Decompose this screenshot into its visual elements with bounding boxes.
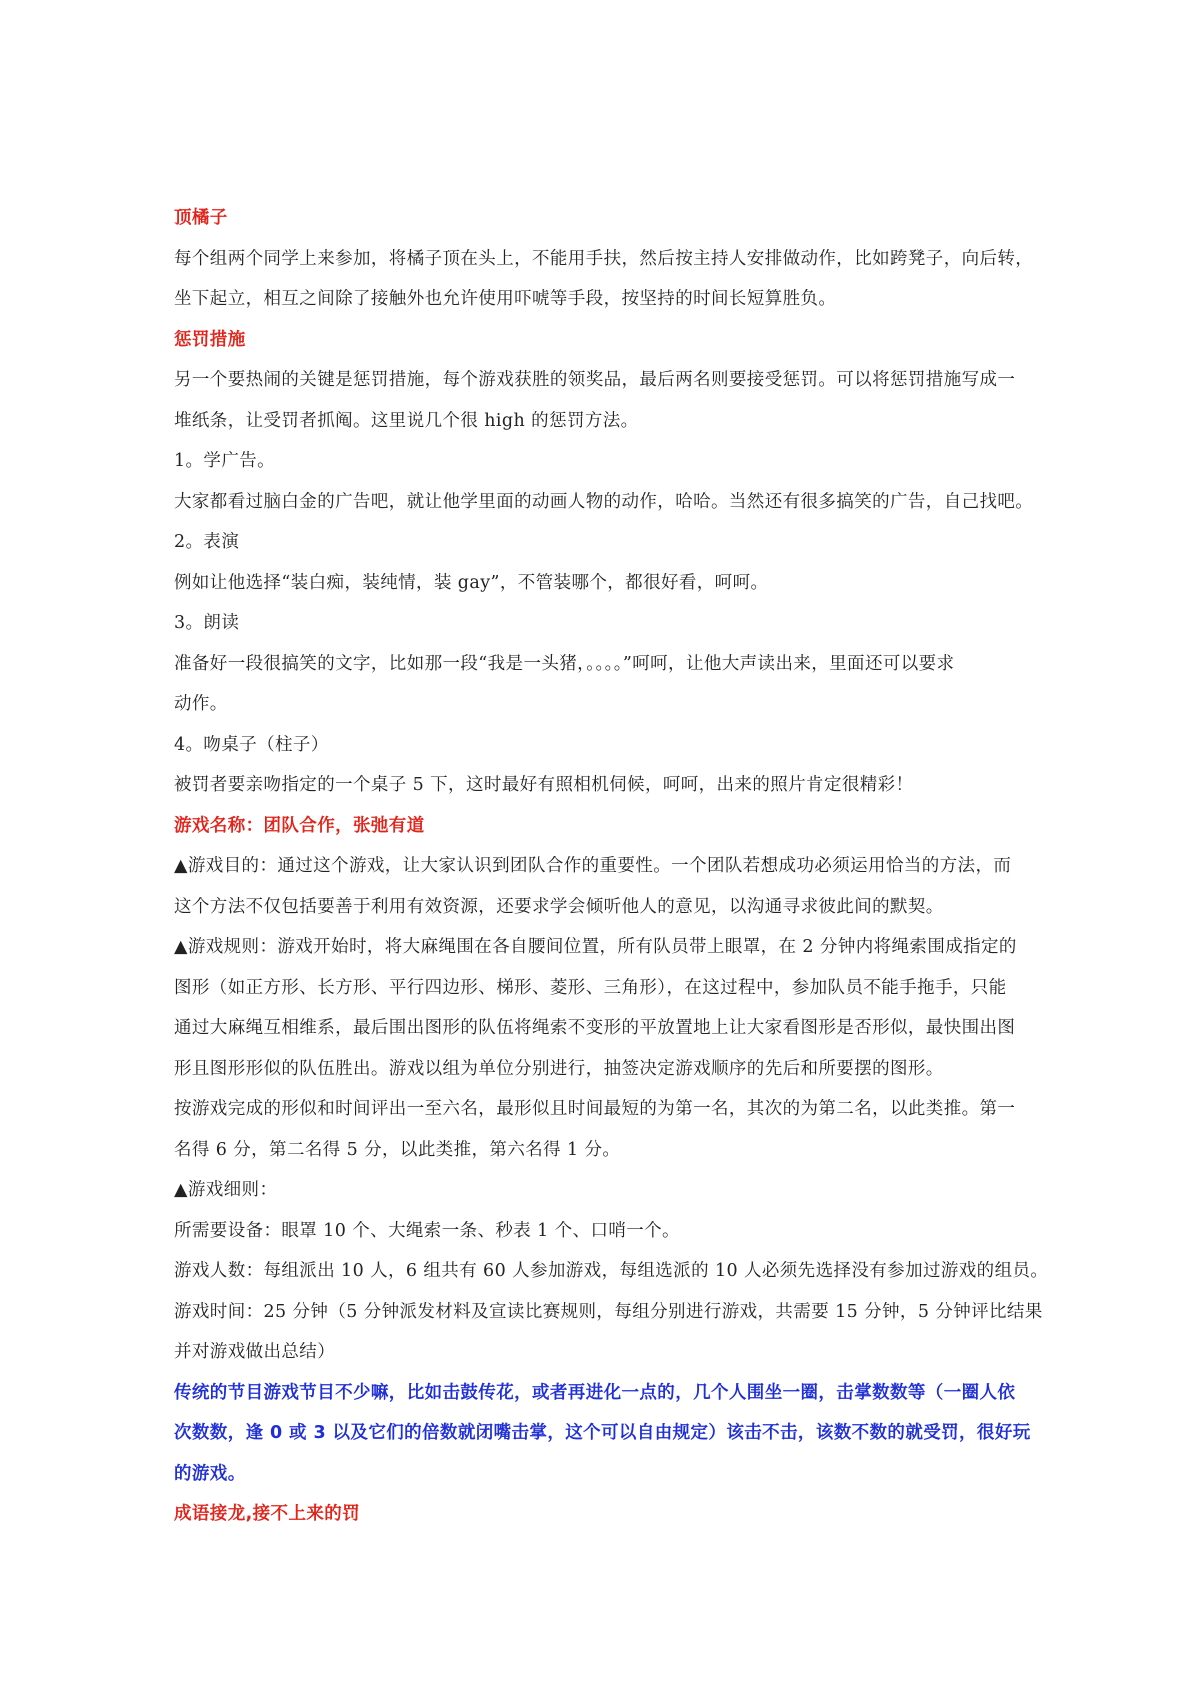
paragraph-line: 堆纸条，让受罚者抓阄。这里说几个很 high 的惩罚方法。 <box>174 410 639 431</box>
paragraph-line: 例如让他选择“装白痴，装纯情，装 gay”，不管装哪个，都很好看，呵呵。 <box>174 572 769 593</box>
paragraph-line: 按游戏完成的形似和时间评出一至六名，最形似且时间最短的为第一名，其次的为第二名，以此类推。第一 <box>174 1099 1016 1119</box>
paragraph-line: 并对游戏做出总结） <box>174 1342 336 1362</box>
paragraph-line: 通过大麻绳互相维系，最后围出图形的队伍将绳索不变形的平放置地上让大家看图形是否形似，最快围出图 <box>174 1018 1016 1038</box>
paragraph-line: 游戏人数：每组派出 10 人，6 组共有 60 人参加游戏，每组选派的 10 人必须先选择没有参加过游戏的组员。 <box>174 1261 1049 1281</box>
paragraph-line: 图形（如正方形、长方形、平行四边形、梯形、菱形、三角形），在这过程中，参加队员不能手拖手，只能 <box>174 977 1007 998</box>
document-page <box>174 198 1049 1535</box>
list-item-heading: 3。朗读 <box>174 613 240 633</box>
highlighted-paragraph-line: 传统的节目游戏节目不少嘛，比如击鼓传花，或者再进化一点的，几个人围坐一圈，击掌数数等（一圈人依 <box>174 1382 1016 1403</box>
list-item-heading: 2。表演 <box>174 532 240 552</box>
paragraph-line: ▲游戏规则：游戏开始时，将大麻绳围在各自腰间位置，所有队员带上眼罩，在 2 分钟内将绳索围成指定的 <box>174 937 1017 957</box>
paragraph-line: ▲游戏细则： <box>174 1180 278 1200</box>
highlighted-paragraph-line: 的游戏。 <box>174 1463 246 1484</box>
paragraph-line: 名得 6 分，第二名得 5 分，以此类推，第六名得 1 分。 <box>174 1139 621 1160</box>
paragraph-line: 这个方法不仅包括要善于利用有效资源，还要求学会倾听他人的意见，以沟通寻求彼此间的默契。 <box>174 896 944 917</box>
paragraph-line: 每个组两个同学上来参加，将橘子顶在头上，不能用手扶，然后按主持人安排做动作，比如跨凳子，向后转， <box>174 248 1034 269</box>
paragraph-line: 坐下起立，相互之间除了接触外也允许使用吓唬等手段，按坚持的时间长短算胜负。 <box>174 289 837 309</box>
paragraph-line: 游戏时间：25 分钟（5 分钟派发材料及宣读比赛规则，每组分别进行游戏，共需要 15 分钟，5 分钟评比结果 <box>174 1301 1043 1322</box>
paragraph-line: 所需要设备：眼罩 10 个、大绳索一条、秒表 1 个、口哨一个。 <box>174 1220 680 1241</box>
section-heading: 顶橘子 <box>174 208 228 228</box>
list-item-heading: 1。学广告。 <box>174 451 276 471</box>
paragraph-line: ▲游戏目的：通过这个游戏，让大家认识到团队合作的重要性。一个团队若想成功必须运用恰当的方法，而 <box>174 856 1012 876</box>
section-heading: 成语接龙,接不上来的罚 <box>174 1504 361 1524</box>
paragraph-line: 形且图形形似的队伍胜出。游戏以组为单位分别进行，抽签决定游戏顺序的先后和所要摆的图形。 <box>174 1058 944 1079</box>
paragraph-line: 准备好一段很搞笑的文字，比如那一段“我是一头猪，。。。。”呵呵，让他大声读出来，里面还可以要求 <box>174 653 955 674</box>
paragraph-line: 被罚者要亲吻指定的一个桌子 5 下，这时最好有照相机伺候，呵呵，出来的照片肯定很精彩！ <box>174 775 914 795</box>
list-item-heading: 4。吻桌子（柱子） <box>174 734 329 755</box>
paragraph-line: 大家都看过脑白金的广告吧，就让他学里面的动画人物的动作，哈哈。当然还有很多搞笑的广告，自己找吧。 <box>174 491 1034 512</box>
paragraph-line: 另一个要热闹的关键是惩罚措施，每个游戏获胜的领奖品，最后两名则要接受惩罚。可以将惩罚措施写成一 <box>174 370 1016 390</box>
section-heading: 游戏名称：团队合作，张弛有道 <box>174 815 425 836</box>
highlighted-paragraph-line: 次数数，逢 0 或 3 以及它们的倍数就闭嘴击掌，这个可以自由规定）该击不击，该数不数的就受罚，很好玩 <box>174 1423 1031 1443</box>
section-heading: 惩罚措施 <box>174 329 246 350</box>
paragraph-line: 动作。 <box>174 694 228 714</box>
